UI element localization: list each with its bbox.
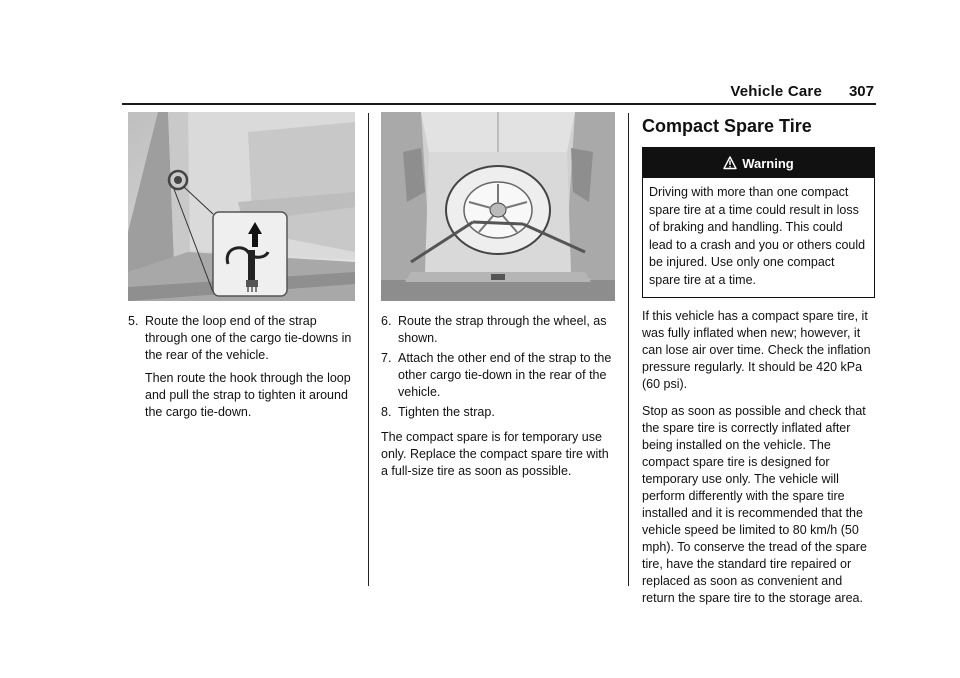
step-text: Attach the other end of the strap to the other cargo tie-down in the rear of the vehicle. [398, 351, 612, 399]
step-item [381, 350, 615, 401]
cargo-tie-down-figure [128, 112, 355, 301]
warning-body: Driving with more than one compact spare tire at a time could result in loss of braking and handling. This could lead to a crash and you or others could be injured. Use only one compact spare tire at a time. [649, 185, 866, 287]
step-number: 6. [381, 314, 392, 328]
warning-heading: Warning [742, 155, 794, 171]
cargo-tie-down-strap-illustration [128, 112, 355, 301]
step-text: Route the strap through the wheel, as shown. [398, 314, 607, 345]
body-paragraph: Stop as soon as possible and check that the spare tire is correctly inflated after being installed on the vehicle. The compact spare tire is designed for temporary use only. The vehicle will perform differently with the spare tire installed and it is recommended that the vehicle speed be limited to 80 km/h (50 mph). To conserve the tread of the spare tire, have the standard tire repaired or replaced as soon as convenient and return the spare tire to the storage area. [642, 404, 867, 605]
page-number: 307 [848, 83, 874, 100]
step-item [381, 313, 615, 347]
step-item [128, 313, 356, 421]
step-number: 8. [381, 405, 392, 419]
column-1 [128, 112, 356, 424]
body-paragraph: If this vehicle has a compact spare tire, it was fully inflated when new; however, it can lose air over time. Check the inflation pressure regularly. It should be 420 kPa (60 psi). [642, 309, 871, 391]
header-rule [122, 103, 876, 105]
body-paragraph: The compact spare is for temporary use only. Replace the compact spare tire with a full-size tire as soon as possible. [381, 430, 609, 478]
step-number: 5. [128, 314, 139, 328]
step-item [381, 404, 615, 421]
step-number: 7. [381, 351, 392, 365]
spare-tire-in-cargo-area-illustration [381, 112, 615, 301]
column-3 [642, 112, 876, 607]
page-header [0, 0, 960, 110]
warning-triangle-icon [723, 156, 737, 170]
step-list [128, 313, 356, 421]
step-list [381, 313, 615, 421]
column-divider-right [628, 113, 629, 586]
warning-header [643, 148, 874, 178]
warning-box [642, 147, 875, 298]
step-text: Route the loop end of the strap through one of the cargo tie-downs in the rear of the vehicle. [145, 314, 352, 362]
step-text: Tighten the strap. [398, 405, 495, 419]
column-2 [381, 112, 615, 480]
section-heading: Compact Spare Tire [642, 116, 812, 136]
section-title: Vehicle Care [730, 83, 822, 100]
step-subtext: Then route the hook through the loop and pull the strap to tighten it around the cargo tie-down. [145, 371, 351, 419]
column-divider-left [368, 113, 369, 586]
spare-tire-figure [381, 112, 615, 301]
